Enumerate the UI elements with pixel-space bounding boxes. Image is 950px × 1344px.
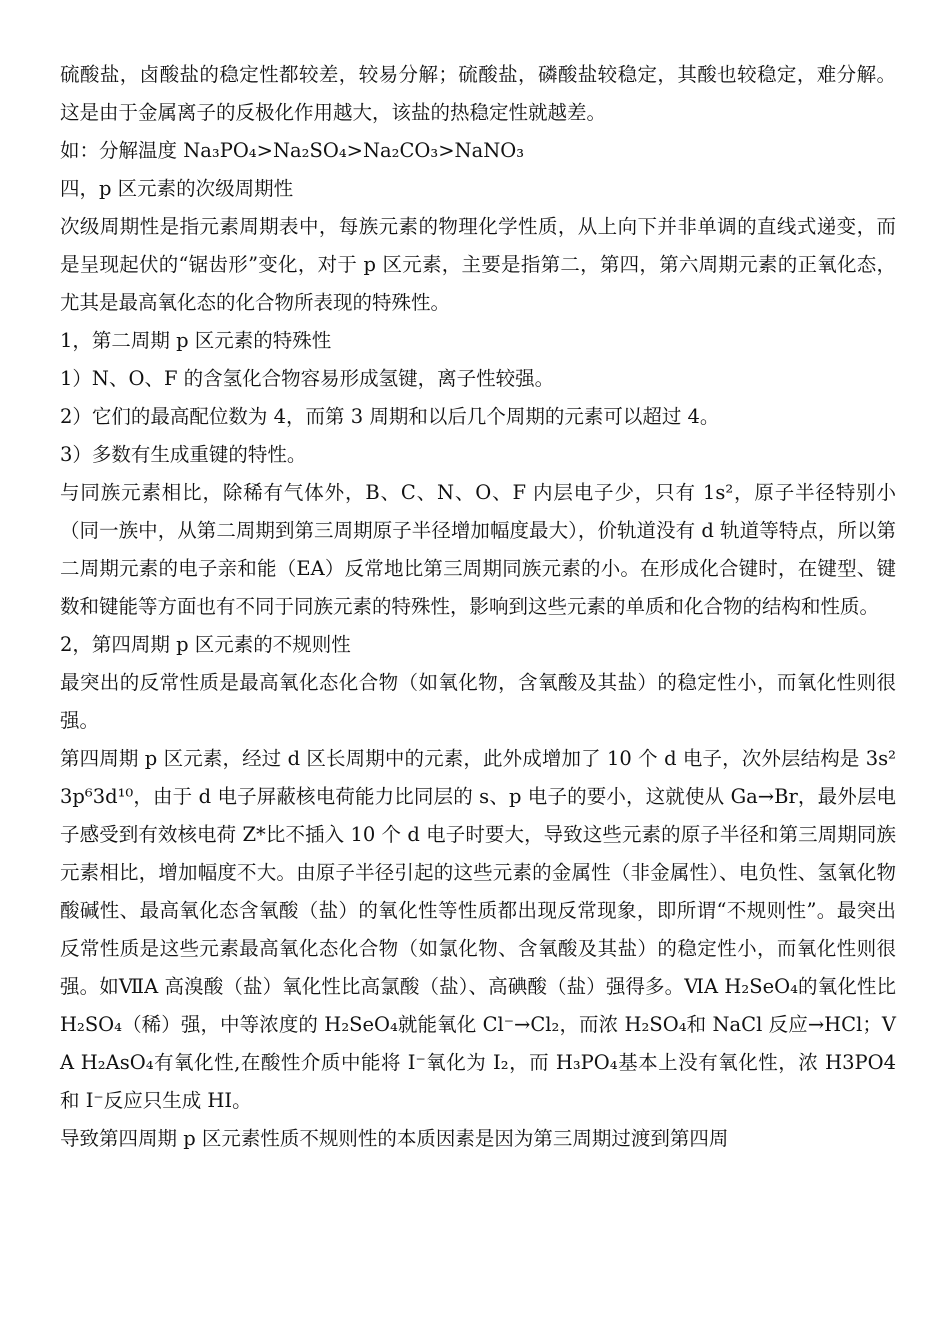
list-item-coordination-number: 2）它们的最高配位数为 4，而第 3 周期和以后几个周期的元素可以超过 4。 [60,405,720,428]
paragraph-fourth-period-summary: 最突出的反常性质是最高氧化态化合物（如氧化物，含氧酸及其盐）的稳定性小，而氧化性则很强。 [60,671,896,732]
list-item-multiple-bonds: 3）多数有生成重键的特性。 [60,443,307,466]
paragraph-decomposition-temperature: 如：分解温度 Na₃PO₄>Na₂SO₄>Na₂CO₃>NaNO₃ [60,139,525,162]
paragraph-fourth-period-explanation: 第四周期 p 区元素，经过 d 区长周期中的元素，此外成增加了 10 个 d 电子，次外层结构是 3s²3p⁶3d¹⁰，由于 d 电子屏蔽核电荷能力比同层的 s、p 电子的要小，这就使从 Ga→Br，最外层电子感受到有效核电荷 Z*比不插入 10 个 d 电子时要大，导致这些元素的原子半径和第三周期同族元素相比，增加幅度不大。由原子半径引起的这些元素的金属性（非金属性）、电负性、氢氧化物酸碱性、最高氧化态含氧酸（盐）的氧化性等性质都出现反常现象，即所谓“不规则性”。最突出反常性质是这些元素最高氧化态化合物（如氯化物、含氧酸及其盐）的稳定性小，而氧化性则很强。如ⅦA 高溴酸（盐）氧化性比高氯酸（盐）、高碘酸（盐）强得多。ⅥA H₂SeO₄的氧化性比 H₂SO₄（稀）强，中等浓度的 H₂SeO₄就能氧化 Cl⁻→Cl₂，而浓 H₂SO₄和 NaCl 反应→HCl；ⅤA H₂AsO₄有氧化性,在酸性介质中能将 I⁻氧化为 I₂，而 H₃PO₄基本上没有氧化性，浓 H3PO4 和 I⁻反应只生成 HI。 [60,747,896,1112]
document-body [60,56,896,1158]
subheading-fourth-period: 2，第四周期 p 区元素的不规则性 [60,633,351,656]
list-item-hydrogen-bond: 1）N、O、F 的含氢化合物容易形成氢键，离子性较强。 [60,367,555,390]
paragraph-salt-stability: 硫酸盐，卤酸盐的稳定性都较差，较易分解；硫酸盐，磷酸盐较稳定，其酸也较稳定，难分解。这是由于金属离子的反极化作用越大，该盐的热稳定性就越差。 [60,63,896,124]
paragraph-secondary-periodicity-definition: 次级周期性是指元素周期表中，每族元素的物理化学性质，从上向下并非单调的直线式递变，而是呈现起伏的“锯齿形”变化，对于 p 区元素，主要是指第二，第四，第六周期元素的正氧化态，尤其是最高氧化态的化合物所表现的特殊性。 [60,215,896,314]
paragraph-fourth-period-cause: 导致第四周期 p 区元素性质不规则性的本质因素是因为第三周期过渡到第四周 [60,1127,729,1150]
paragraph-second-period-explanation: 与同族元素相比，除稀有气体外，B、C、N、O、F 内层电子少，只有 1s²，原子半径特别小（同一族中，从第二周期到第三周期原子半径增加幅度最大），价轨道没有 d 轨道等特点，所以第二周期元素的电子亲和能（EA）反常地比第三周期同族元素的小。在形成化合键时，在键型、键数和键能等方面也有不同于同族元素的特殊性，影响到这些元素的单质和化合物的结构和性质。 [60,481,896,618]
subheading-second-period: 1，第二周期 p 区元素的特殊性 [60,329,332,352]
section-heading-secondary-periodicity: 四，p 区元素的次级周期性 [60,177,294,200]
